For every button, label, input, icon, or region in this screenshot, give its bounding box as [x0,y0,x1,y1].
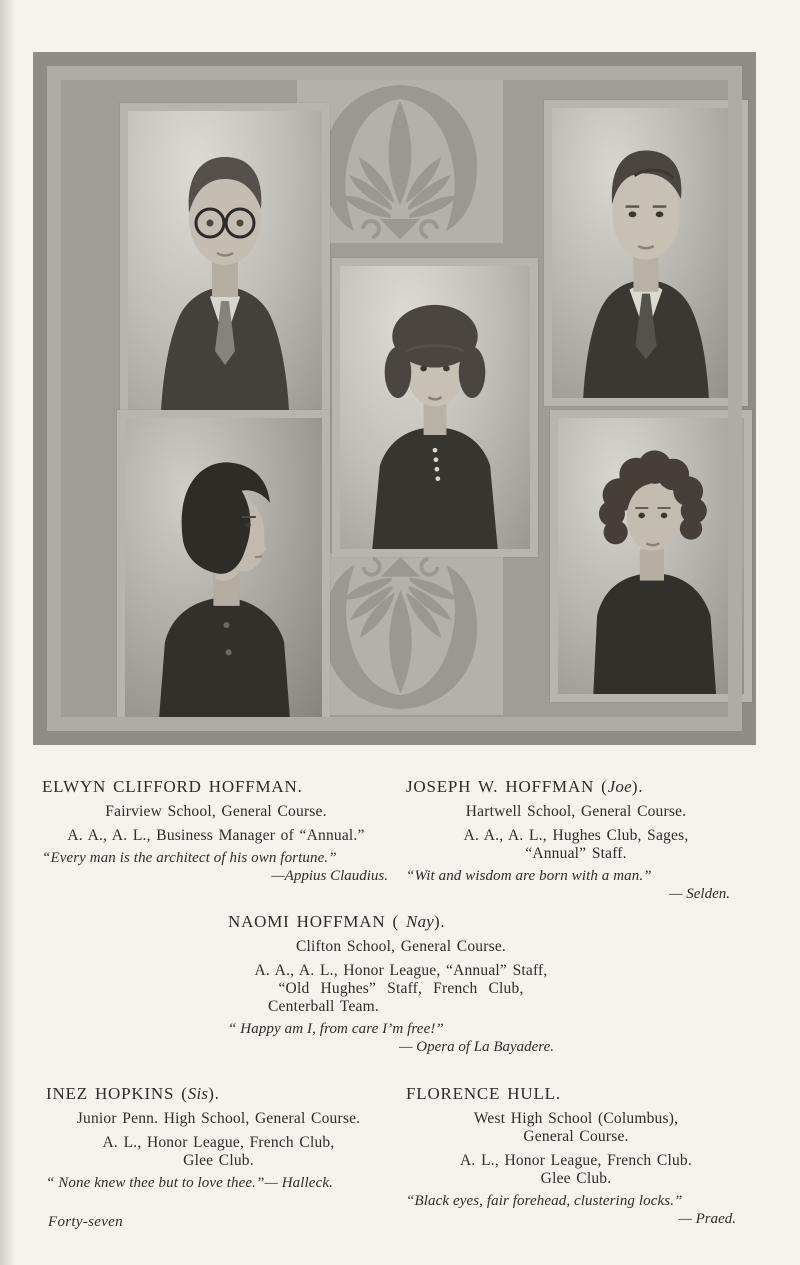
student-entry-inez-hopkins [46,1082,391,1192]
school-line: Junior Penn. High School, General Course. [76,1110,361,1127]
portrait-inez-hopkins [117,410,330,729]
student-name: INEZ HOPKINS (Sis). [46,1084,220,1103]
student-nickname: Nay [405,912,434,931]
quote-attribution: — Praed. [678,1211,736,1227]
portrait-photo [552,108,740,398]
portrait-elwyn-hoffman [120,103,330,419]
school-line: General Course. [523,1128,629,1145]
activities-line: A. A., A. L., Hughes Club, Sages, [463,827,689,844]
school-line: West High School (Columbus), [473,1110,679,1127]
activities-line: A. L., Honor League, French Club, [102,1134,335,1151]
activities-line: “Annual” Staff. [525,845,627,862]
activities-line: A. A., A. L., Business Manager of “Annual.” [67,827,365,844]
portrait-photo [558,418,744,694]
student-name: ELWYN CLIFFORD HOFFMAN. [42,777,303,796]
quote-attribution: —Appius Claudius. [271,868,388,884]
portrait-photo [128,111,322,411]
activities-line: A. L., Honor League, French Club. [460,1152,692,1169]
student-entry-joseph-hoffman [406,775,746,903]
student-name: NAOMI HOFFMAN ( Nay). [228,912,446,931]
man-with-glasses-icon [128,111,322,411]
activities-line: Glee Club. [183,1152,254,1169]
portrait-naomi-hoffman [332,258,538,557]
student-nickname: Sis [187,1084,209,1103]
young-woman-curly-hair-icon [558,418,744,694]
young-man-icon [552,108,740,398]
school-line: Hartwell School, General Course. [465,803,687,820]
portrait-photo [340,266,530,549]
activities-line: Centerball Team. [268,998,379,1015]
student-entry-florence-hull [406,1082,746,1228]
portrait-florence-hull [550,410,752,702]
student-nickname: Joe [607,777,632,796]
activities-line: A. A., A. L., Honor League, “Annual” Staff, [254,962,548,979]
portrait-photo [125,418,322,721]
quote-line: “Every man is the architect of his own fortune.” [42,850,337,866]
quote-line: “Black eyes, fair forehead, clustering locks.” [406,1193,683,1209]
quote-attribution: — Opera of La Bayadere. [399,1039,554,1055]
quote-line: “ Happy am I, from care I’m free!” [228,1021,444,1037]
student-entry-elwyn-hoffman [42,775,390,885]
school-line: Clifton School, General Course. [295,938,506,955]
photo-collage [33,52,756,745]
quote-line: “Wit and wisdom are born with a man.” [406,868,652,884]
page-number: Forty-seven [48,1214,123,1230]
student-name: JOSEPH W. HOFFMAN (Joe). [406,777,644,796]
activities-line: Glee Club. [540,1170,612,1187]
young-woman-bob-icon [340,266,530,549]
young-woman-profile-icon [125,418,322,721]
school-line: Fairview School, General Course. [105,803,327,820]
activities-line: “Old Hughes” Staff, French Club, [278,980,524,997]
student-entry-naomi-hoffman [228,910,574,1056]
quote-attribution: — Selden. [669,886,730,902]
student-name: FLORENCE HULL. [406,1084,561,1103]
portrait-joseph-hoffman [544,100,748,406]
quote-line: “ None knew thee but to love thee.”— Halleck. [46,1175,333,1191]
